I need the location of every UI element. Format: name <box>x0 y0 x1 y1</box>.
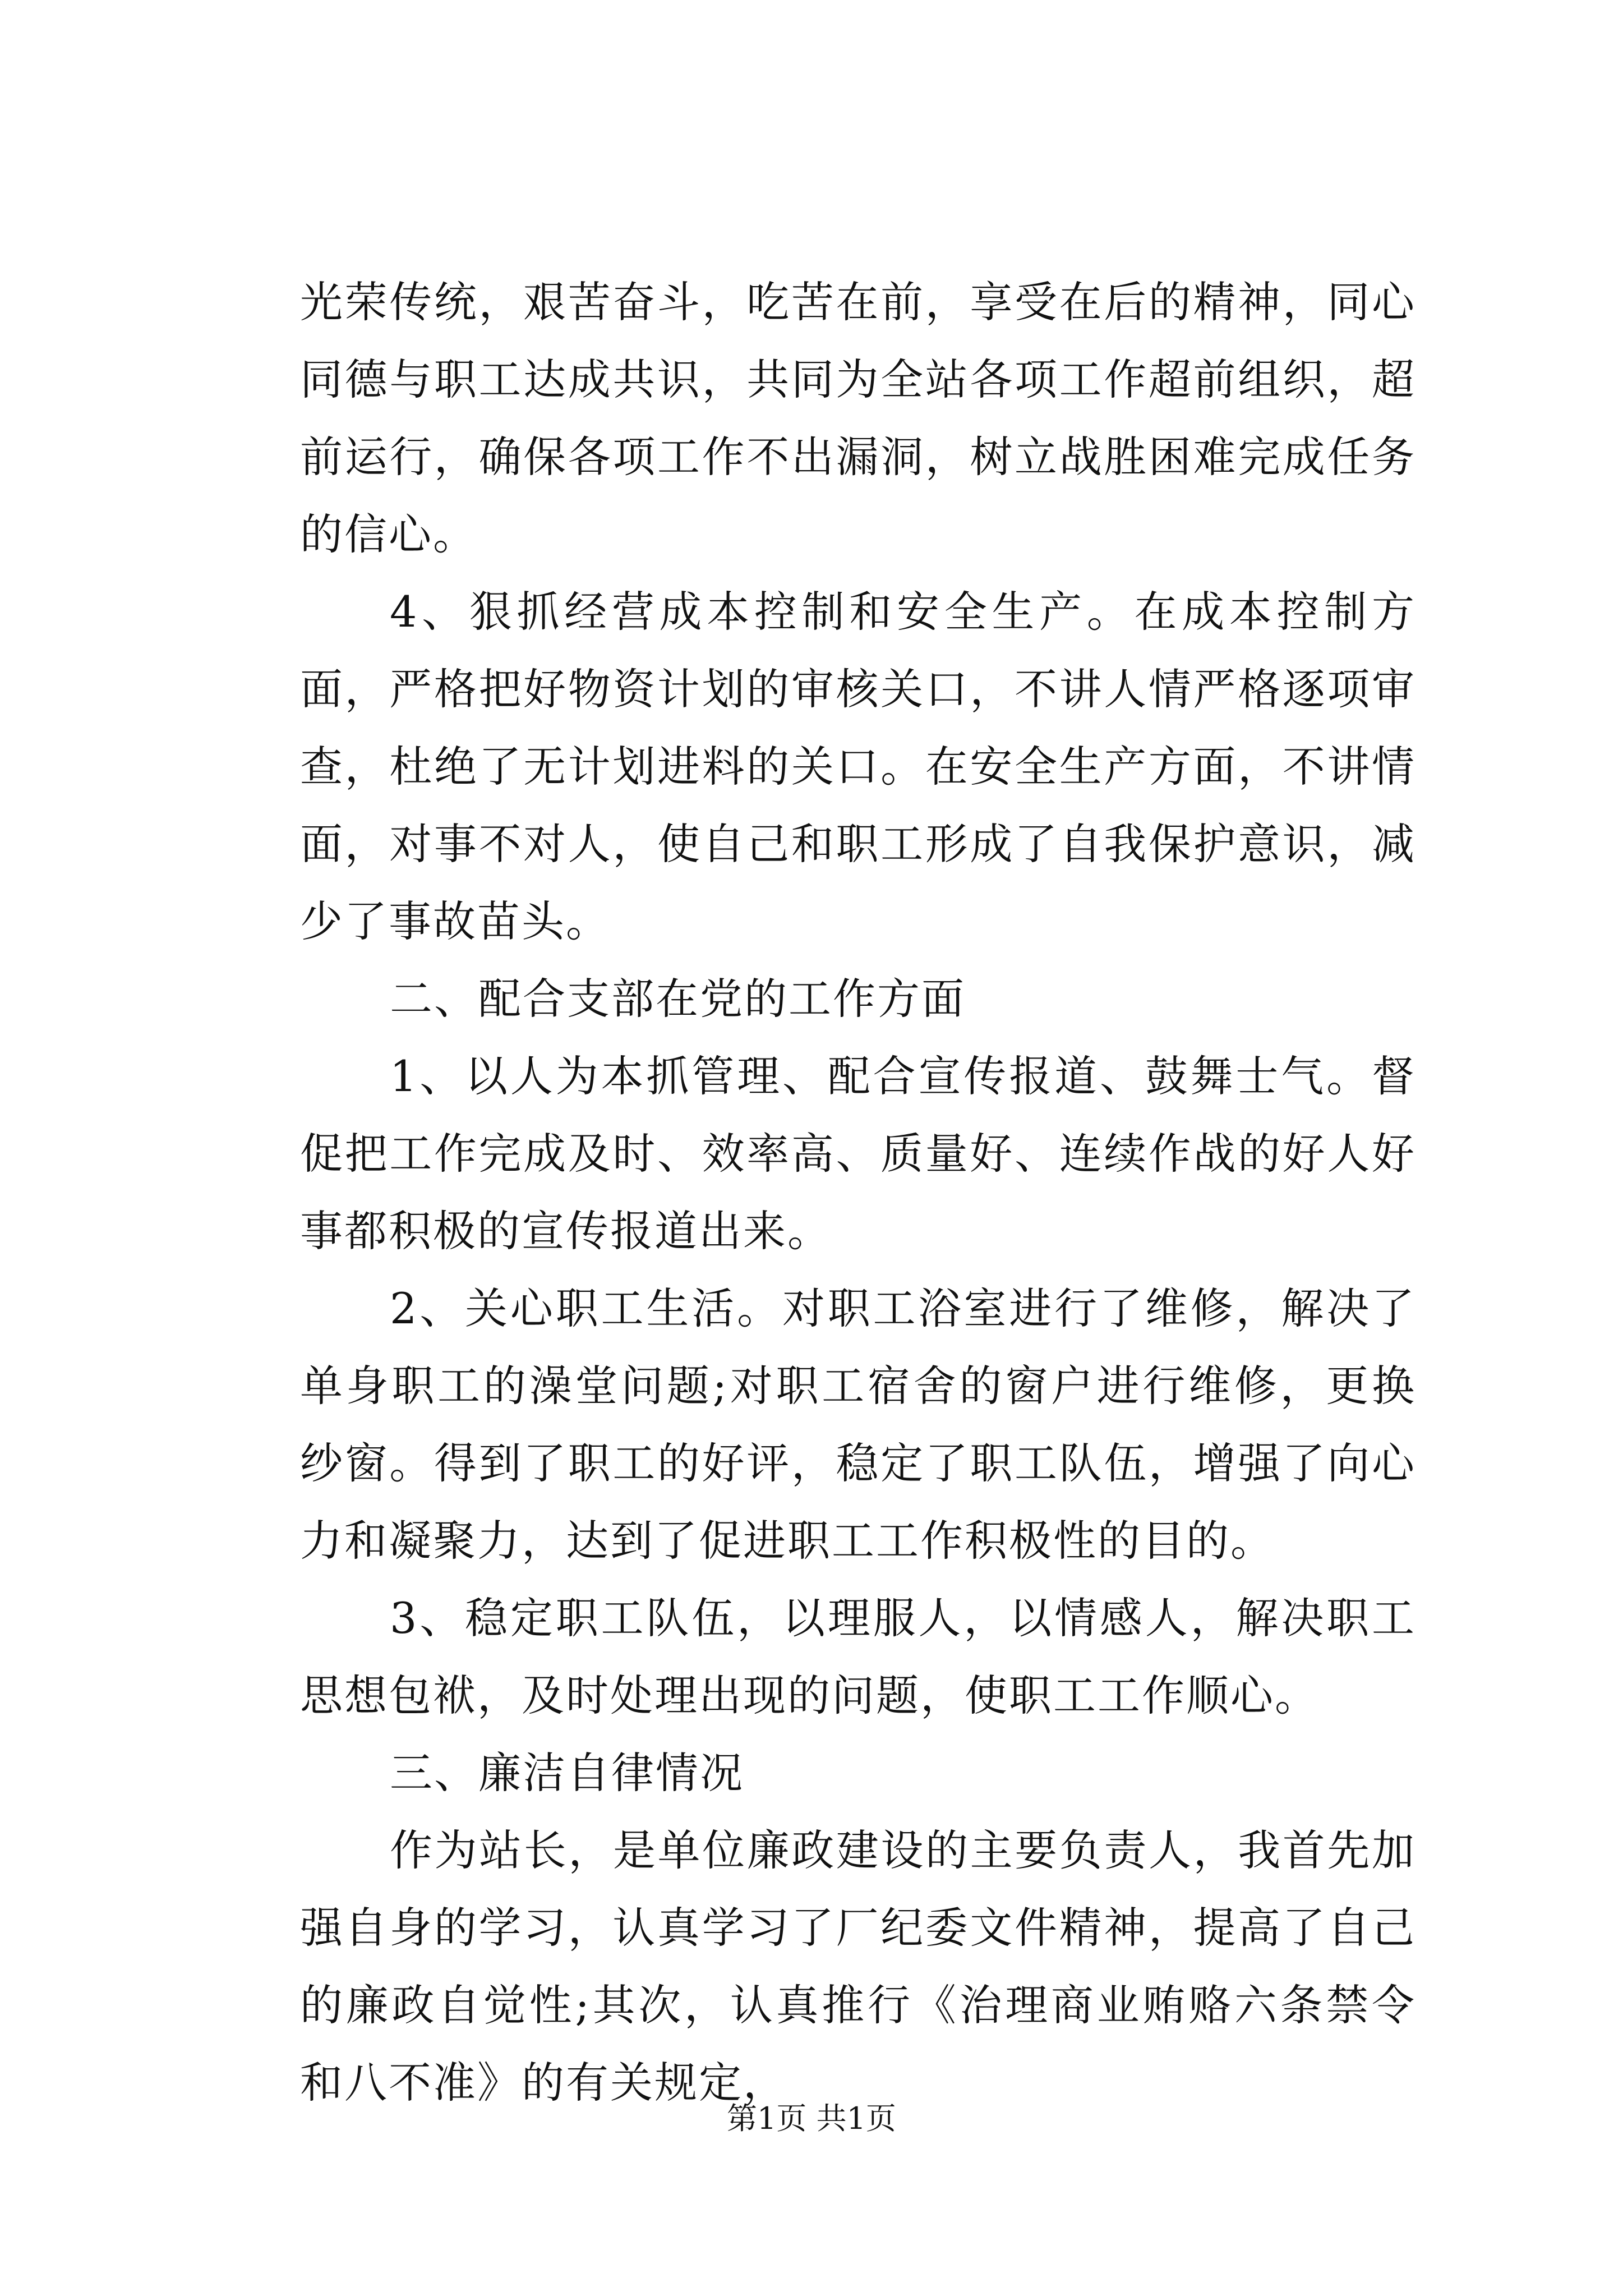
paragraph: 作为站长，是单位廉政建设的主要负责人，我首先加强自身的学习，认真学习了厂纪委文件精神，提高了自己的廉政自觉性;其次，认真推行《治理商业贿赂六条禁令和八不准》的有关规定， <box>300 1825 1416 2108</box>
document-body <box>300 264 1416 2122</box>
paragraph: 2、关心职工生活。对职工浴室进行了维修，解决了单身职工的澡堂问题;对职工宿舍的窗户进行维修，更换纱窗。得到了职工的好评，稳定了职工队伍，增强了向心力和凝聚力，达到了促进职工工作积极性的目的。 <box>300 1283 1416 1566</box>
section-heading: 三、廉洁自律情况 <box>390 1748 744 1798</box>
paragraph: 3、稳定职工队伍，以理服人，以情感人，解决职工思想包袱，及时处理出现的问题，使职工工作顺心。 <box>300 1593 1416 1720</box>
paragraph: 4、狠抓经营成本控制和安全生产。在成本控制方面，严格把好物资计划的审核关口，不讲人情严格逐项审查，杜绝了无计划进料的关口。在安全生产方面，不讲情面，对事不对人，使自己和职工形成了自我保护意识，减少了事故苗头。 <box>300 587 1416 946</box>
paragraph: 1、以人为本抓管理、配合宣传报道、鼓舞士气。督促把工作完成及时、效率高、质量好、连续作战的好人好事都积极的宣传报道出来。 <box>300 1051 1416 1256</box>
page-footer: 第1页 共1页 <box>727 2101 896 2136</box>
paragraph: 光荣传统，艰苦奋斗，吃苦在前，享受在后的精神，同心同德与职工达成共识，共同为全站各项工作超前组织，超前运行，确保各项工作不出漏洞，树立战胜困难完成任务的信心。 <box>300 277 1416 559</box>
section-heading: 二、配合支部在党的工作方面 <box>390 974 966 1024</box>
